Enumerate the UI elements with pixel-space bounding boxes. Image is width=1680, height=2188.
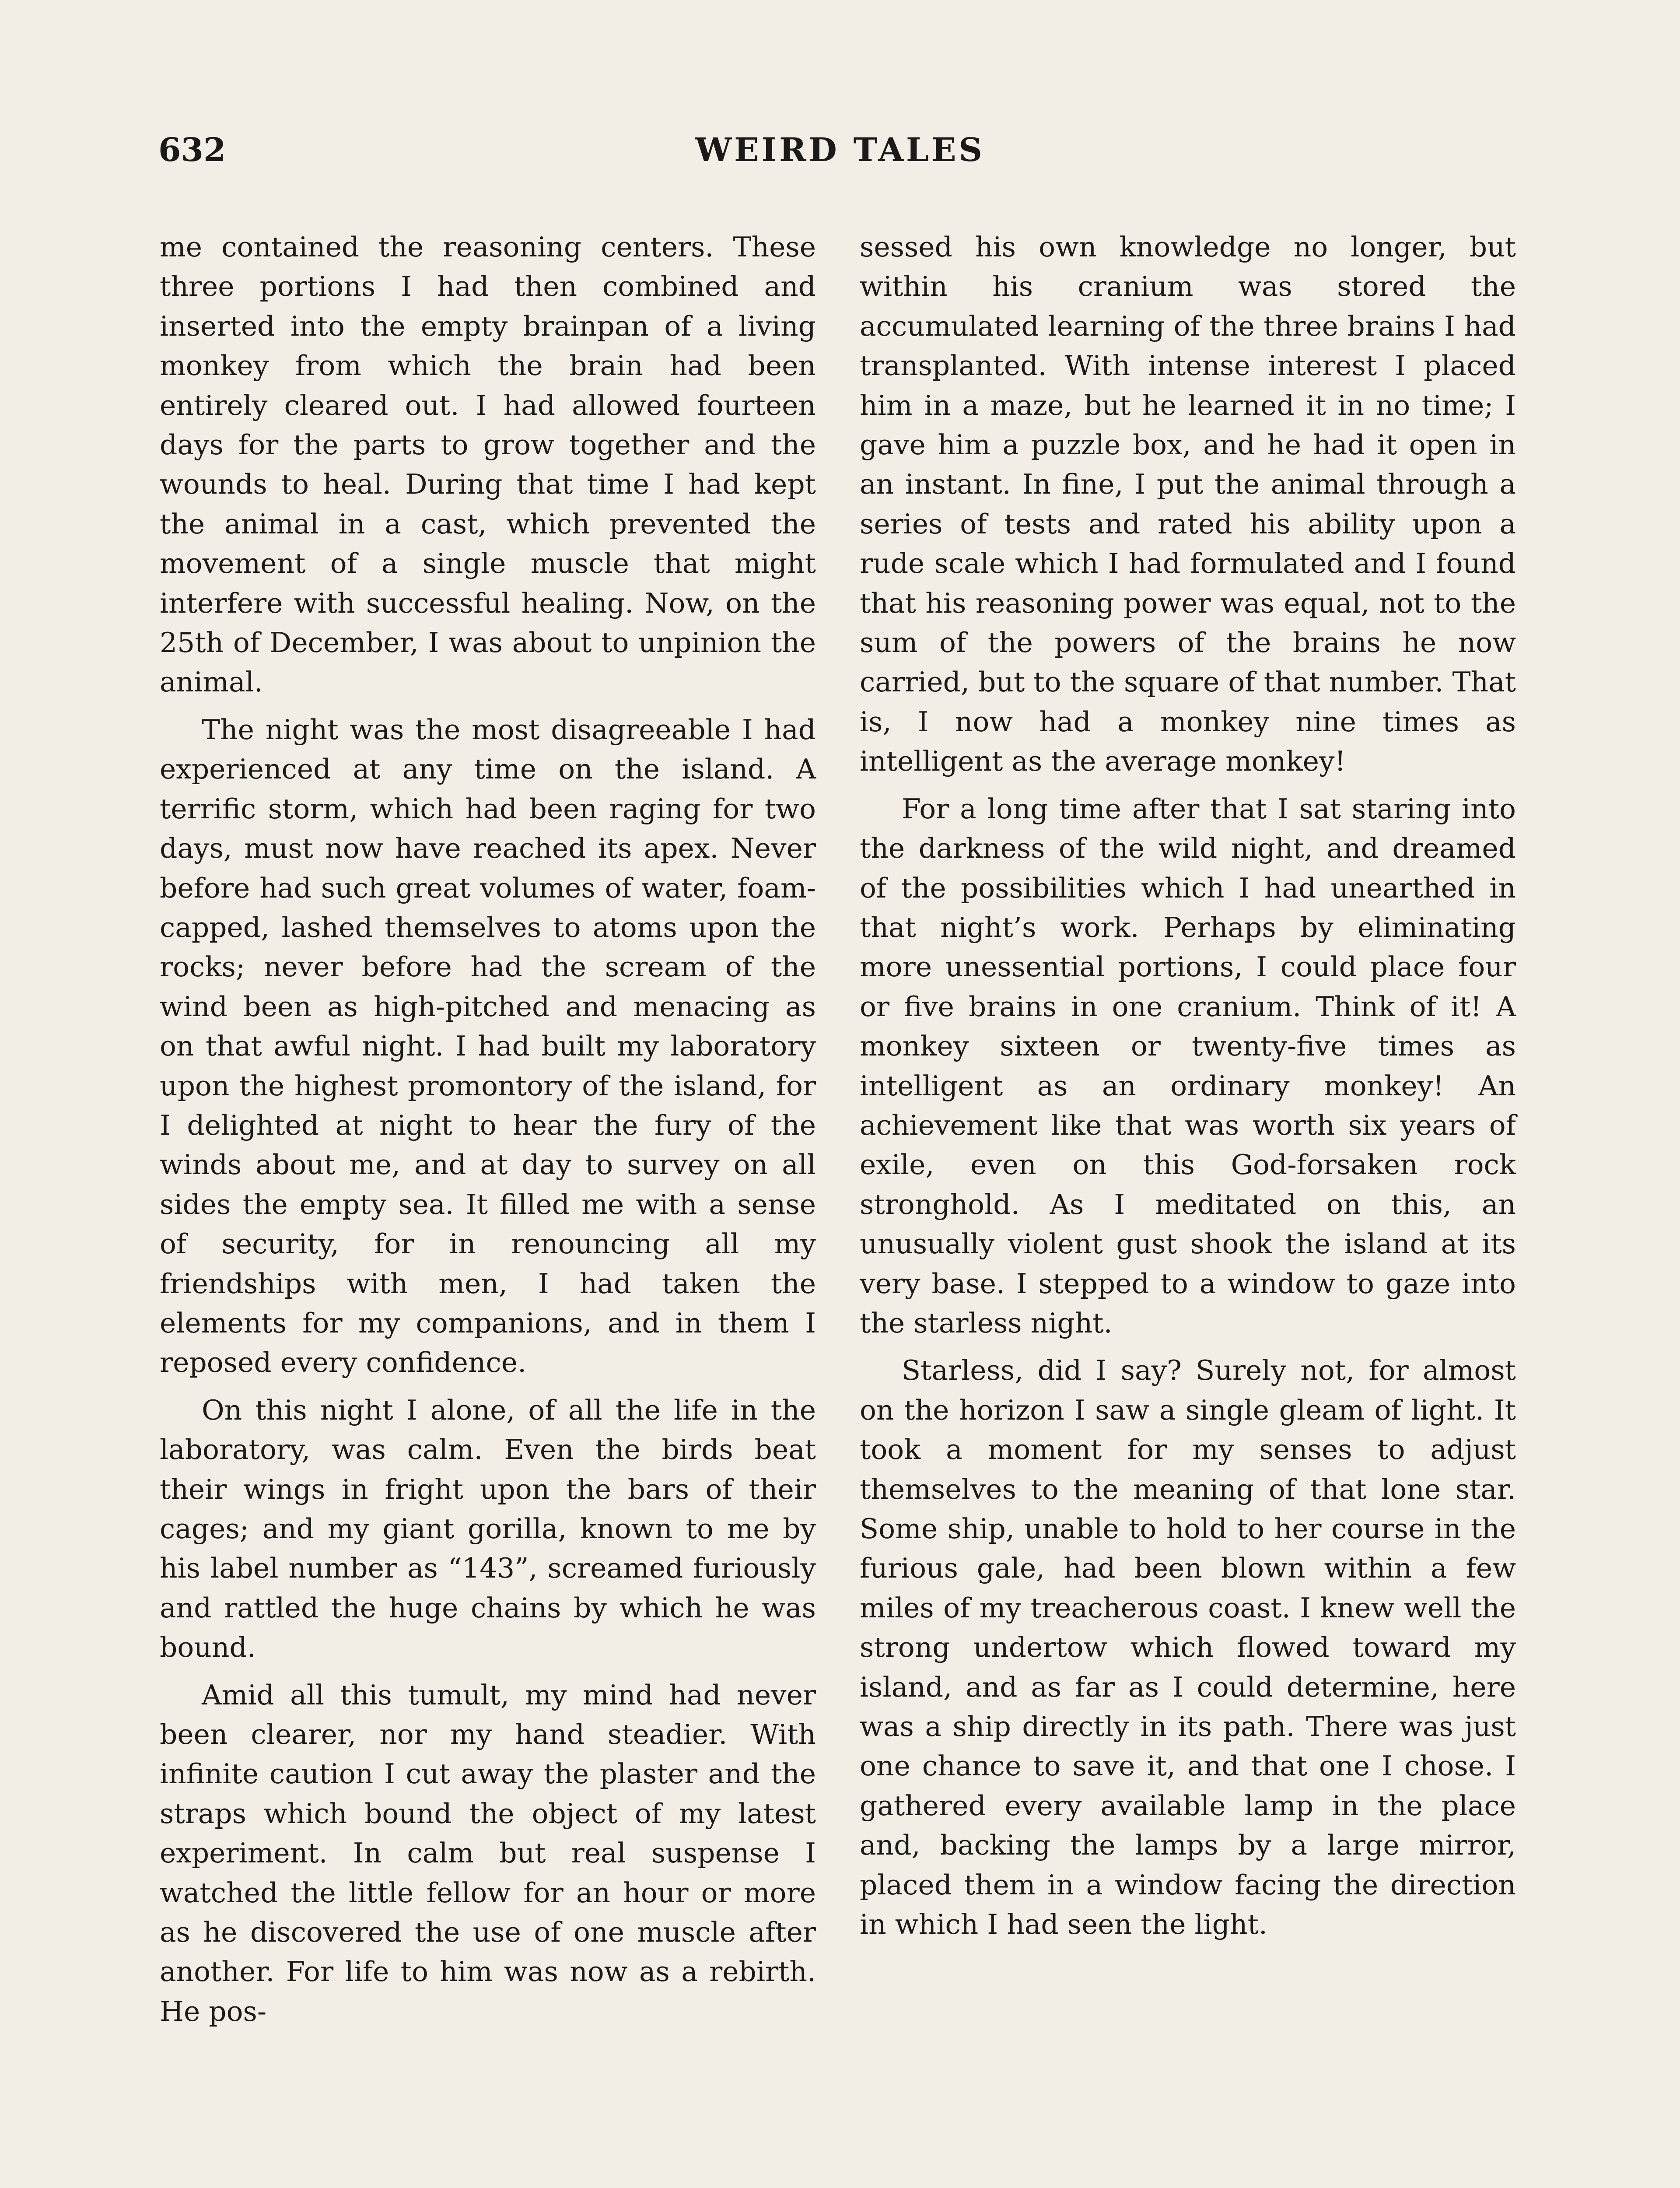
running-head: WEIRD TALES xyxy=(695,131,985,169)
paragraph: Amid all this tumult, my mind had never been clearer, nor my hand steadier. With infinite caution I cut away the plaster and the straps which bound the object of my latest experiment. In calm but real suspense I watched the little fellow for an hour or more as he discovered the use of one muscle after another. For life to him was now as a rebirth. He pos- xyxy=(160,1679,816,2027)
left-column xyxy=(160,228,816,2039)
right-column xyxy=(860,228,1516,1952)
paragraph: Starless, did I say? Surely not, for almost on the horizon I saw a single gleam of light. It took a moment for my senses to adjust themselves to the meaning of that lone star. Some ship, unable to hold to her course in the furious gale, had been blown within a few miles of my treacherous coast. I knew well the strong undertow which flowed toward my island, and as far as I could determine, here was a ship directly in its path. There was just one chance to save it, and that one I chose. I gathered every available lamp in the place and, backing the lamps by a large mirror, placed them in a window facing the direction in which I had seen the light. xyxy=(860,1354,1516,1941)
paragraph: For a long time after that I sat staring into the darkness of the wild night, and dreamed of the possibilities which I had unearthed in that night’s work. Perhaps by eliminating more unessential portions, I could place four or five brains in one cranium. Think of it! A monkey sixteen or twenty-five times as intelligent as an ordinary monkey! An achievement like that was worth six years of exile, even on this God-forsaken rock stronghold. As I meditated on this, an unusually violent gust shook the island at its very base. I stepped to a window to gaze into the starless night. xyxy=(860,792,1516,1339)
paragraph: On this night I alone, of all the life in the laboratory, was calm. Even the birds beat their wings in fright upon the bars of their cages; and my giant gorilla, known to me by his label number as “143”, screamed furiously and rattled the huge chains by which he was bound. xyxy=(160,1394,816,1664)
paragraph: sessed his own knowledge no longer, but within his cranium was stored the accumulated learning of the three brains I had transplanted. With intense interest I placed him in a maze, but he learned it in no time; I gave him a puzzle box, and he had it open in an instant. In fine, I put the animal through a series of tests and rated his ability upon a rude scale which I had formulated and I found that his reasoning power was equal, not to the sum of the powers of the brains he now carried, but to the square of that number. That is, I now had a monkey nine times as intelligent as the average monkey! xyxy=(860,231,1516,778)
paragraph: The night was the most disagreeable I had experienced at any time on the island. A terrific storm, which had been raging for two days, must now have reached its apex. Never before had such great volumes of water, foam-capped, lashed themselves to atoms upon the rocks; never before had the scream of the wind been as high-pitched and menacing as on that awful night. I had built my laboratory upon the highest promontory of the island, for I delighted at night to hear the fury of the winds about me, and at day to survey on all sides the empty sea. It filled me with a sense of security, for in renouncing all my friendships with men, I had taken the elements for my companions, and in them I reposed every confidence. xyxy=(160,713,816,1379)
paragraph: me contained the reasoning centers. These three portions I had then combined and inserted into the empty brainpan of a living monkey from which the brain had been entirely cleared out. I had allowed fourteen days for the parts to grow together and the wounds to heal. During that time I had kept the animal in a cast, which prevented the movement of a single muscle that might interfere with successful healing. Now, on the 25th of December, I was about to unpinion the animal. xyxy=(160,231,816,698)
page-number: 632 xyxy=(158,131,226,169)
